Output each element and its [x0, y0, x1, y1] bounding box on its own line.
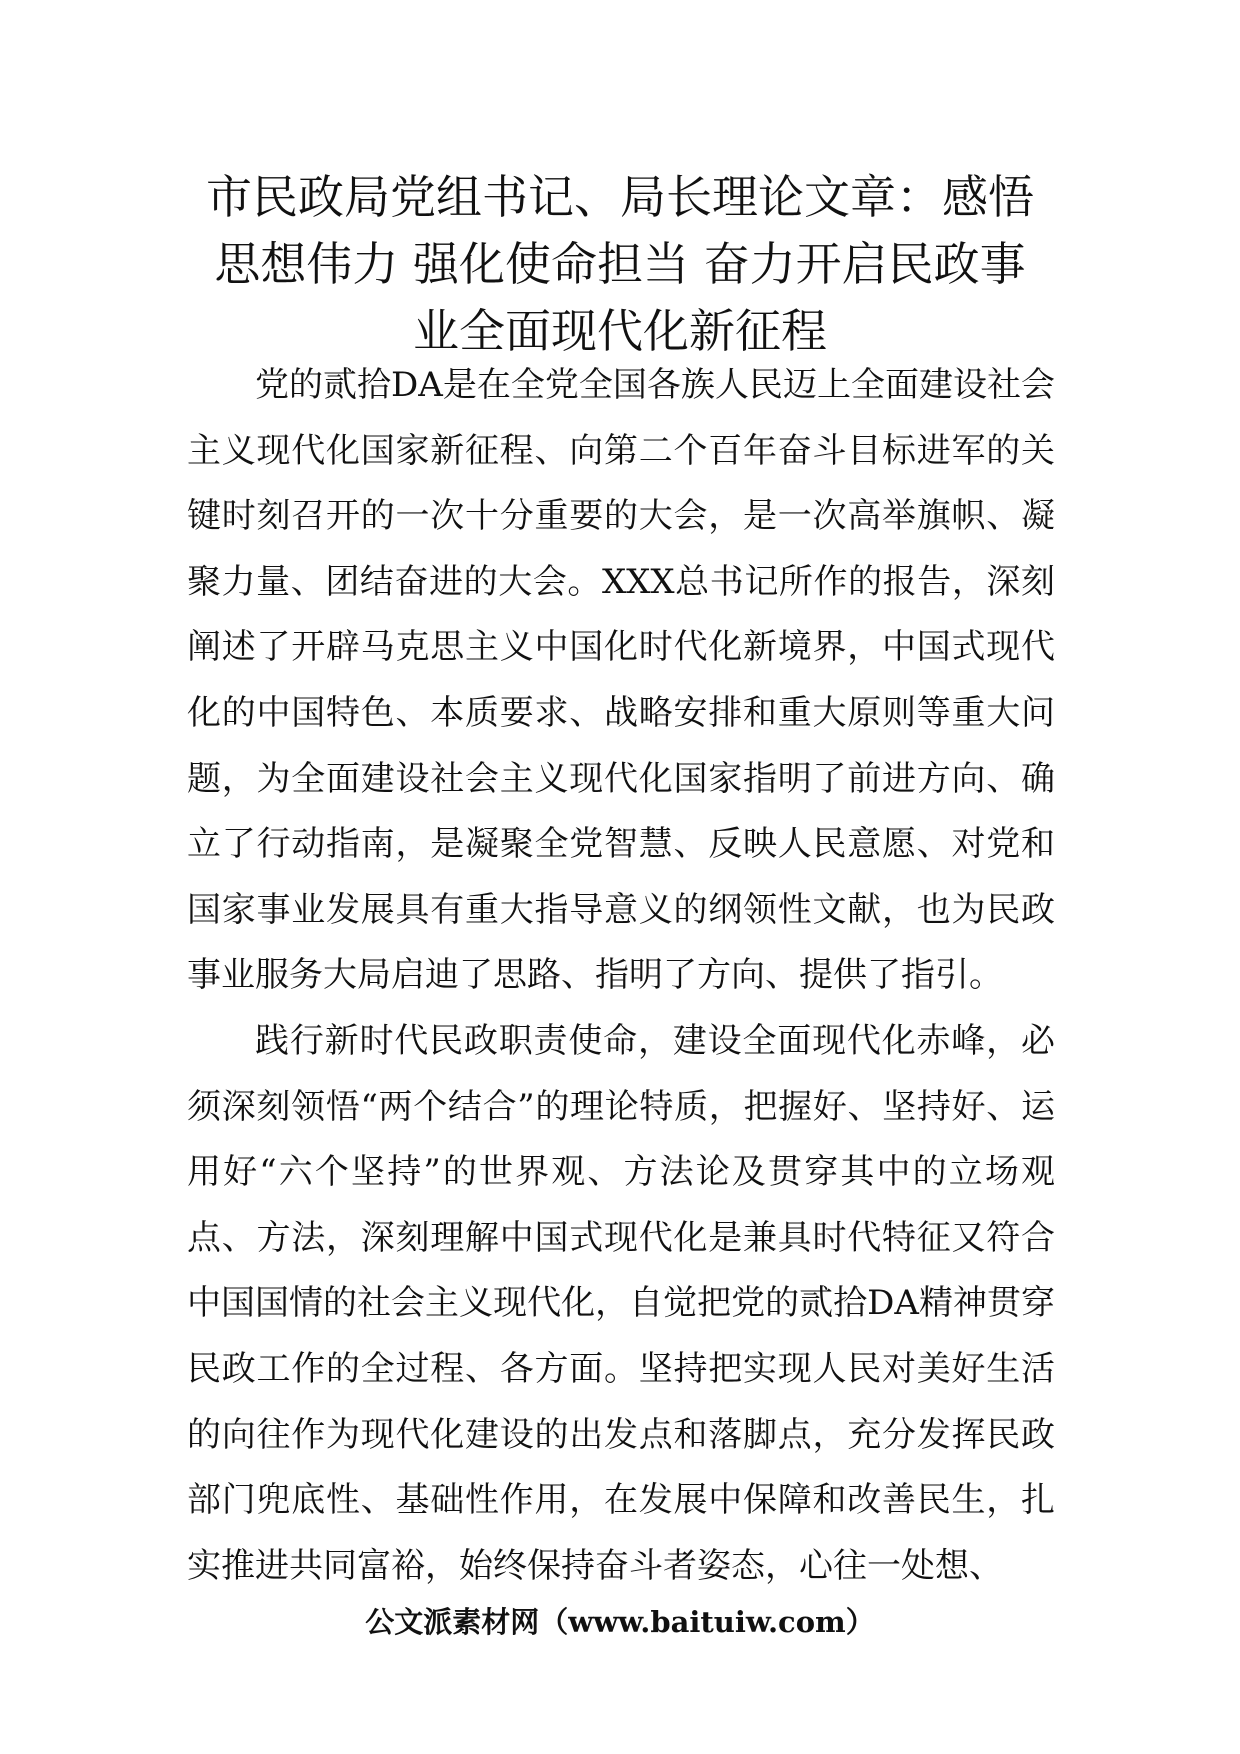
document-body	[187, 353, 1055, 1599]
document-title: 市民政局党组书记、局长理论文章：感悟思想伟力 强化使命担当 奋力开启民政事业全面现代化新征程	[206, 170, 1034, 358]
body-paragraph: 践行新时代民政职责使命，建设全面现代化赤峰，必须深刻领悟“两个结合”的理论特质，把握好、坚持好、运用好“六个坚持”的世界观、方法论及贯穿其中的立场观点、方法，深刻理解中国式现代化是兼具时代特征又符合中国国情的社会主义现代化，自觉把党的贰拾DA精神贯穿民政工作的全过程、各方面。坚持把实现人民对美好生活的向往作为现代化建设的出发点和落脚点，充分发挥民政部门兜底性、基础性作用，在发展中保障和改善民生，扎实推进共同富裕，始终保持奋斗者姿态，心往一处想、	[187, 1020, 1055, 1586]
source-footer: 公文派素材网（www.baituiw.com）	[365, 1605, 875, 1639]
body-paragraph: 党的贰拾DA是在全党全国各族人民迈上全面建设社会主义现代化国家新征程、向第二个百年奋斗目标进军的关键时刻召开的一次十分重要的大会，是一次高举旗帜、凝聚力量、团结奋进的大会。XXX总书记所作的报告，深刻阐述了开辟马克思主义中国化时代化新境界，中国式现代化的中国特色、本质要求、战略安排和重大原则等重大问题，为全面建设社会主义现代化国家指明了前进方向、确立了行动指南，是凝聚全党智慧、反映人民意愿、对党和国家事业发展具有重大指导意义的纲领性文献，也为民政事业服务大局启迪了思路、指明了方向、提供了指引。	[187, 365, 1055, 996]
